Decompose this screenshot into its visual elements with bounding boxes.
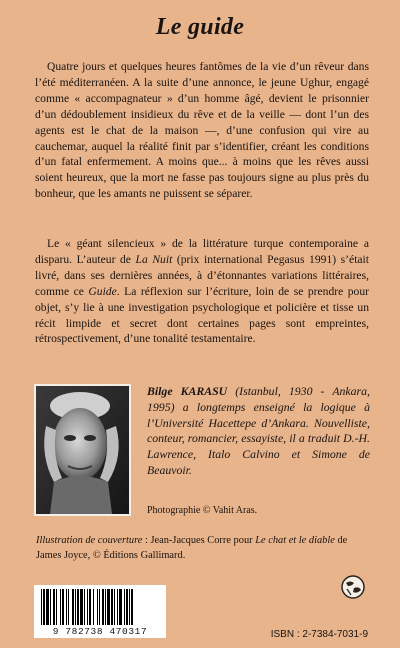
barcode-bar bbox=[66, 589, 67, 625]
work-title: Guide bbox=[88, 284, 117, 298]
author-name: Bilge KARASU bbox=[147, 384, 228, 398]
barcode-bar bbox=[80, 589, 83, 625]
barcode-bar bbox=[126, 589, 128, 625]
barcode-bar bbox=[107, 589, 110, 625]
barcode-bar bbox=[114, 589, 115, 625]
author-bio-text: (Istanbul, 1930 - Ankara, 1995) a longtemps enseigné la logique à l’Université Hacettepe d’Ankara. Nouvelliste, conteur, romancier, essayiste, il a traduit D.-H. Lawrence, Italo Calvino et Simone de Beauvoir. bbox=[147, 384, 370, 477]
cover-credit bbox=[36, 533, 370, 563]
cover-credit-text: de James Joyce, © Éditions Gallimard. bbox=[36, 535, 348, 562]
barcode-bar bbox=[97, 589, 98, 625]
paragraph-text: Le « géant silencieux » de la littérature turque contemporaine a disparu. L’auteur de bbox=[35, 237, 369, 266]
globe-logo-icon bbox=[340, 574, 366, 600]
synopsis-paragraph: Quatre jours et quelques heures fantômes de la vie d’un rêveur dans l’été méditerranéen. A la suite d’une annonce, le jeune Ughur, engagé comme « accompagnateur » d’un homme âgé, devient le prisonnier d’un dédoublement insidieux du rêve et de la veille — dont l’un des agents est le chat de la maison —, d’une confusion qui vire au cauchemar, auquel la réalité finit par s’identifier, créant les conditions d’un fatal enfermement. A moins que... à moins que les rêves aussi soient heureux, que la mort ne fasse pas toujours signe au plus près du bonheur, que les amants ne puissent se séparer. bbox=[35, 60, 369, 201]
barcode-bar bbox=[84, 589, 85, 625]
barcode-bar bbox=[129, 589, 130, 625]
barcode-bar bbox=[50, 589, 51, 625]
barcode-bar bbox=[62, 589, 64, 625]
barcode-bar bbox=[60, 589, 61, 625]
barcode-bar bbox=[124, 589, 125, 625]
barcode-bar bbox=[89, 589, 91, 625]
photo-credit: Photographie © Vahit Aras. bbox=[147, 505, 258, 516]
work-title: La Nuit bbox=[135, 252, 173, 266]
publisher-logo bbox=[340, 574, 366, 600]
isbn: ISBN : 2-7384-7031-9 bbox=[270, 629, 368, 640]
barcode-bars bbox=[39, 589, 161, 625]
barcode-bar bbox=[111, 589, 113, 625]
barcode-bar bbox=[105, 589, 106, 625]
paragraph-text: . La réflexion sur l’écriture, loin de se prendre pour objet, s’y lie à une investigation psychologique et policière et tisse un récit limpide et secret dont certaines pages sont empreintes, rétrospectivement, d’une tonalité testamentaire. bbox=[35, 284, 369, 346]
barcode-bar bbox=[46, 589, 49, 625]
barcode-bar bbox=[93, 589, 94, 625]
barcode-bar bbox=[102, 589, 104, 625]
barcode-number: 9 782738 470317 bbox=[52, 626, 148, 637]
barcode bbox=[34, 585, 166, 638]
barcode-bar bbox=[117, 589, 118, 625]
author-portrait-icon bbox=[36, 386, 129, 514]
barcode-bar bbox=[131, 589, 133, 625]
book-title: Le guide bbox=[155, 14, 245, 40]
author-bio bbox=[147, 384, 370, 479]
cover-credit-text: : Jean-Jacques Corre pour bbox=[142, 535, 256, 546]
barcode-bar bbox=[43, 589, 45, 625]
barcode-bar bbox=[77, 589, 79, 625]
paragraph-text: (prix international Pegasus 1991) s’était livré, dans ses dernières années, à d’étonnantes variations littéraires, comme ce bbox=[35, 252, 369, 298]
barcode-bar bbox=[41, 589, 42, 625]
barcode-bar bbox=[99, 589, 100, 625]
author-photo bbox=[34, 384, 131, 516]
barcode-bar bbox=[68, 589, 69, 625]
author-context-paragraph bbox=[35, 236, 369, 347]
cover-credit-label: Illustration de couverture bbox=[36, 535, 143, 546]
barcode-bar bbox=[87, 589, 88, 625]
barcode-bar bbox=[72, 589, 74, 625]
barcode-bar bbox=[53, 589, 55, 625]
barcode-bar bbox=[56, 589, 57, 625]
barcode-bar bbox=[75, 589, 76, 625]
barcode-bar bbox=[119, 589, 122, 625]
cover-work-title: Le chat et le diable bbox=[255, 535, 335, 546]
